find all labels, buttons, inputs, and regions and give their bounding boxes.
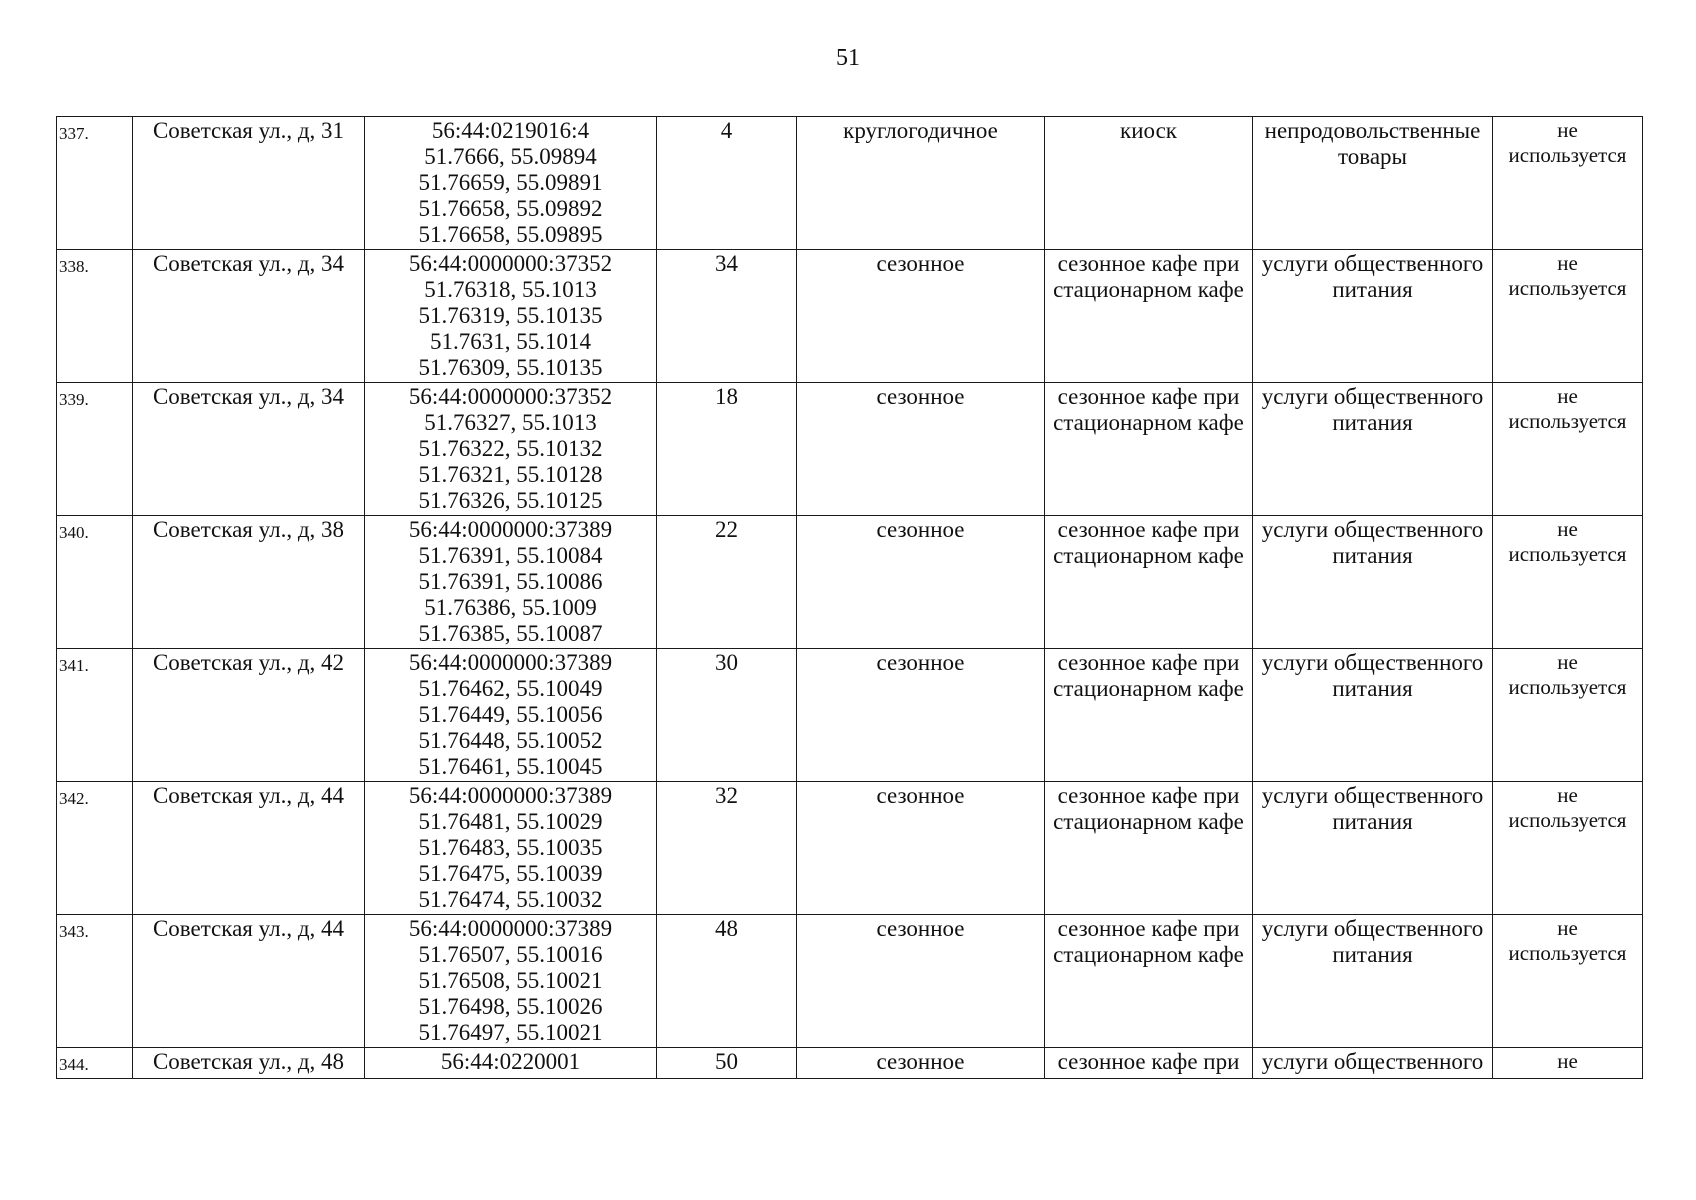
object-type-line: сезонное кафе при [1057,1049,1240,1074]
row-number: 344. [57,1048,133,1079]
address-cell: Советская ул., д, 31 [133,117,365,250]
coordinate-pair: 51.76326, 55.10125 [418,488,603,513]
period-cell: сезонное [797,915,1045,1048]
specialization-line: питания [1332,942,1413,967]
object-type-line: сезонное кафе при [1057,783,1240,808]
usage-line: не [1557,650,1578,674]
cadastral-number: 56:44:0220001 [440,1049,581,1074]
usage-line: используется [1508,808,1627,832]
usage-line: не [1557,783,1578,807]
specialization-line: услуги общественного [1261,251,1484,276]
coordinate-pair: 51.76319, 55.10135 [418,303,603,328]
period-cell: круглогодичное [797,117,1045,250]
period-cell: сезонное [797,383,1045,516]
object-type-line: сезонное кафе при [1057,251,1240,276]
coordinate-pair: 51.76386, 55.1009 [424,595,597,620]
object-type-cell [1045,250,1253,383]
object-type-line: стационарном кафе [1053,676,1244,701]
specialization-cell [1253,516,1493,649]
usage-line: не [1557,916,1578,940]
page-number: 51 [836,45,860,71]
object-type-line: стационарном кафе [1053,942,1244,967]
specialization-line: непродовольственные [1264,118,1481,143]
area-cell: 22 [657,516,797,649]
object-type-line: стационарном кафе [1053,410,1244,435]
area-cell: 30 [657,649,797,782]
cadastral-cell [365,649,657,782]
object-type-line: стационарном кафе [1053,543,1244,568]
coordinate-pair: 51.76391, 55.10086 [418,569,603,594]
address-cell: Советская ул., д, 44 [133,915,365,1048]
cadastral-number: 56:44:0000000:37389 [408,517,613,542]
usage-cell [1493,649,1643,782]
coordinate-pair: 51.76507, 55.10016 [418,942,603,967]
area-cell: 18 [657,383,797,516]
object-type-line: киоск [1120,118,1177,143]
row-number: 343. [57,915,133,1048]
address-cell: Советская ул., д, 42 [133,649,365,782]
object-type-cell [1045,516,1253,649]
usage-line: не [1557,384,1578,408]
row-number: 337. [57,117,133,250]
coordinate-pair: 51.76481, 55.10029 [418,809,603,834]
table-row [57,649,1643,782]
table-row [57,915,1643,1048]
usage-cell [1493,250,1643,383]
cadastral-cell [365,1048,657,1079]
row-number: 339. [57,383,133,516]
usage-line: используется [1508,941,1627,965]
usage-line: используется [1508,409,1627,433]
specialization-line: услуги общественного [1261,650,1484,675]
specialization-line: питания [1332,809,1413,834]
coordinate-pair: 51.76508, 55.10021 [418,968,603,993]
coordinate-pair: 51.76658, 55.09895 [418,222,603,247]
usage-line: не [1557,1049,1578,1073]
period-cell: сезонное [797,649,1045,782]
cadastral-cell [365,915,657,1048]
coordinate-pair: 51.76475, 55.10039 [418,861,603,886]
row-number: 341. [57,649,133,782]
object-type-cell [1045,649,1253,782]
cadastral-number: 56:44:0000000:37352 [408,251,613,276]
usage-cell [1493,516,1643,649]
cadastral-cell [365,516,657,649]
object-type-cell [1045,383,1253,516]
coordinate-pair: 51.76659, 55.09891 [418,170,603,195]
coordinate-pair: 51.76448, 55.10052 [418,728,603,753]
table-row [57,117,1643,250]
object-type-cell [1045,1048,1253,1079]
area-cell: 34 [657,250,797,383]
period-cell: сезонное [797,1048,1045,1079]
object-type-line: сезонное кафе при [1057,650,1240,675]
usage-line: используется [1508,675,1627,699]
period-cell: сезонное [797,516,1045,649]
coordinate-pair: 51.76391, 55.10084 [418,543,603,568]
object-type-line: стационарном кафе [1053,809,1244,834]
usage-cell [1493,782,1643,915]
coordinate-pair: 51.76449, 55.10056 [418,702,603,727]
specialization-cell [1253,782,1493,915]
specialization-line: питания [1332,676,1413,701]
coordinate-pair: 51.76321, 55.10128 [418,462,603,487]
object-type-line: стационарном кафе [1053,277,1244,302]
usage-line: используется [1508,143,1627,167]
specialization-cell [1253,117,1493,250]
usage-cell [1493,1048,1643,1079]
period-cell: сезонное [797,250,1045,383]
coordinate-pair: 51.76483, 55.10035 [418,835,603,860]
coordinate-pair: 51.76322, 55.10132 [418,436,603,461]
specialization-line: услуги общественного [1261,517,1484,542]
object-type-line: сезонное кафе при [1057,916,1240,941]
coordinate-pair: 51.76318, 55.1013 [424,277,597,302]
specialization-cell [1253,649,1493,782]
table-row [57,1048,1643,1079]
specialization-cell [1253,1048,1493,1079]
usage-line: не [1557,251,1578,275]
cadastral-number: 56:44:0000000:37389 [408,650,613,675]
address-cell: Советская ул., д, 48 [133,1048,365,1079]
specialization-cell [1253,383,1493,516]
specialization-line: услуги общественного [1261,916,1484,941]
object-type-line: сезонное кафе при [1057,384,1240,409]
table-row [57,782,1643,915]
usage-line: не [1557,118,1578,142]
coordinate-pair: 51.76658, 55.09892 [418,196,603,221]
table-row [57,383,1643,516]
coordinate-pair: 51.7631, 55.1014 [430,329,591,354]
coordinate-pair: 51.76462, 55.10049 [418,676,603,701]
coordinate-pair: 51.7666, 55.09894 [424,144,597,169]
specialization-line: услуги общественного [1261,384,1484,409]
specialization-line: питания [1332,277,1413,302]
specialization-line: питания [1332,543,1413,568]
cadastral-number: 56:44:0000000:37389 [408,916,613,941]
cadastral-number: 56:44:0000000:37352 [408,384,613,409]
area-cell: 48 [657,915,797,1048]
row-number: 342. [57,782,133,915]
usage-line: используется [1508,542,1627,566]
cadastral-number: 56:44:0219016:4 [431,118,590,143]
usage-cell [1493,117,1643,250]
object-type-cell [1045,915,1253,1048]
registry-body [57,117,1643,1079]
coordinate-pair: 51.76498, 55.10026 [418,994,603,1019]
coordinate-pair: 51.76474, 55.10032 [418,887,603,912]
cadastral-cell [365,383,657,516]
address-cell: Советская ул., д, 34 [133,383,365,516]
specialization-line: услуги общественного [1261,783,1484,808]
cadastral-cell [365,250,657,383]
area-cell: 32 [657,782,797,915]
address-cell: Советская ул., д, 44 [133,782,365,915]
usage-line: не [1557,517,1578,541]
period-cell: сезонное [797,782,1045,915]
object-type-cell [1045,117,1253,250]
row-number: 338. [57,250,133,383]
object-type-line: сезонное кафе при [1057,517,1240,542]
usage-line: используется [1508,276,1627,300]
table-row [57,516,1643,649]
cadastral-number: 56:44:0000000:37389 [408,783,613,808]
coordinate-pair: 51.76327, 55.1013 [424,410,597,435]
specialization-cell [1253,915,1493,1048]
registry-table [56,116,1643,1079]
table-row [57,250,1643,383]
specialization-line: услуги общественного [1261,1049,1484,1074]
row-number: 340. [57,516,133,649]
area-cell: 4 [657,117,797,250]
specialization-line: товары [1338,144,1407,169]
specialization-cell [1253,250,1493,383]
object-type-cell [1045,782,1253,915]
cadastral-cell [365,117,657,250]
area-cell: 50 [657,1048,797,1079]
coordinate-pair: 51.76461, 55.10045 [418,754,603,779]
usage-cell [1493,383,1643,516]
cadastral-cell [365,782,657,915]
coordinate-pair: 51.76497, 55.10021 [418,1020,603,1045]
coordinate-pair: 51.76309, 55.10135 [418,355,603,380]
address-cell: Советская ул., д, 38 [133,516,365,649]
address-cell: Советская ул., д, 34 [133,250,365,383]
specialization-line: питания [1332,410,1413,435]
coordinate-pair: 51.76385, 55.10087 [418,621,603,646]
usage-cell [1493,915,1643,1048]
